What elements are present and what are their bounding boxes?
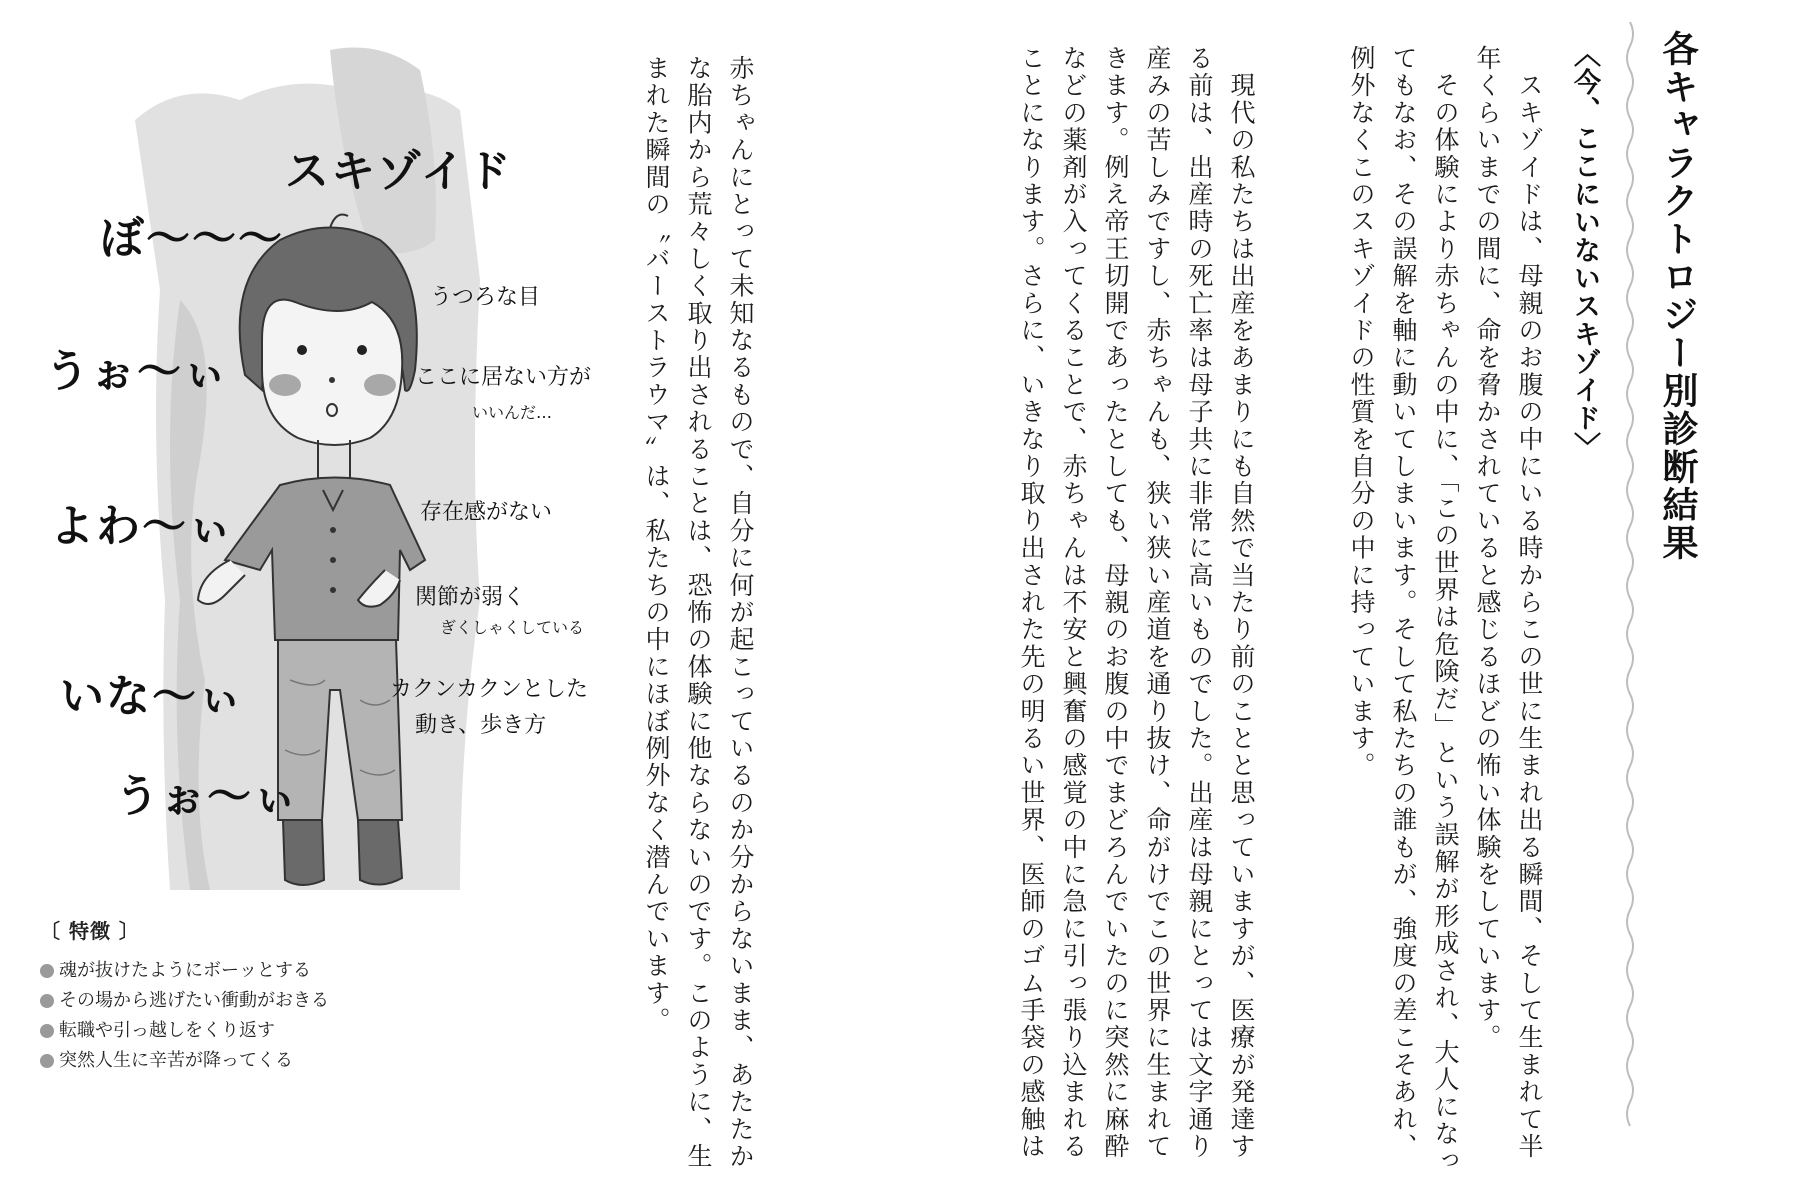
list-item [40, 956, 460, 986]
note-better-not-here-2: いいんだ… [472, 403, 553, 422]
section-subheading: 〈今、ここにいないスキゾイド〉 [1569, 40, 1600, 460]
bullet-icon [40, 1024, 54, 1038]
note-jerky-motion: カクンカクンとした [390, 677, 589, 702]
list-item [40, 1046, 460, 1076]
bullet-icon [40, 994, 54, 1008]
body-paragraph-intro: スキゾイドは、母親のお腹の中にいる時からこの世に生まれ出る瞬間、そして生まれて半 年くらいまでの間に、命を脅かされていると感じるほどの怖い体験をしています。 その体験により赤ちゃんの中に、「この世界は危険だ」という誤解が形成され、大人になっ てもなお、その誤解を軸に動いてしまいます。そして私たちの誰もが、強度の差こそあれ、 例外なくこのスキゾイドの性質を自分の中に持っています。 [1347, 45, 1544, 1175]
character-name-label: スキゾイド [285, 146, 513, 197]
wavy-divider [1622, 22, 1638, 1132]
left-label-yowai: よわ〜ぃ [50, 501, 234, 552]
note-awkward: ぎくしゃくしている [440, 618, 585, 637]
feature-text: 転職や引っ越しをくり返す [59, 1020, 275, 1041]
note-empty-eyes: うつろな目 [430, 285, 541, 310]
note-no-presence: 存在感がない [420, 500, 553, 525]
left-label-inai: いな〜ぃ [60, 671, 244, 722]
illustration-panel [40, 40, 610, 900]
feature-text: 魂が抜けたようにボーッとする [59, 960, 311, 981]
note-better-not-here: ここに居ない方が [415, 365, 592, 390]
left-label-uo-1: うぉ〜ぃ [45, 346, 229, 397]
note-walking-style: 動き、歩き方 [415, 713, 547, 738]
feature-text: その場から逃げたい衝動がおきる [59, 990, 329, 1011]
list-item [40, 986, 460, 1016]
bullet-icon [40, 964, 54, 978]
body-paragraph-birth: 現代の私たちは出産をあまりにも自然で当たり前のことと思っていますが、医療が発達す る前は、出産時の死亡率は母子共に非常に高いものでした。出産は母親にとっては文字通り 産みの苦しみですし、赤ちゃんも、狭い狭い産道を通り抜け、命がけでこの世界に生まれて きます。例え帝王切開であったとしても、母親のお腹の中でまどろんでいたのに突然に麻酔 などの薬剤が入ってくることで、赤ちゃんは不安と興奮の感覚の中に急に引っ張り込まれる ことになります。さらに、いきなり取り出された先の明るい世界、医師のゴム手袋の感触は [1017, 45, 1256, 1161]
page-title: 各キャラクトロジー別診断結果 [1657, 30, 1698, 562]
note-weak-joints: 関節が弱く [415, 585, 526, 610]
bullet-icon [40, 1054, 54, 1068]
body-paragraph-trauma: 赤ちゃんにとって未知なるもので、自分に何が起こっているのか分からないまま、あたたか な胎内から荒々しく取り出されることは、恐怖の体験に他ならないのです。このように、生 まれた瞬間の〝バーストラウマ〟は、私たちの中にほぼ例外なく潜んでいます。 [642, 55, 755, 1171]
feature-text: 突然人生に辛苦が降ってくる [59, 1050, 293, 1071]
features-box [40, 915, 460, 1076]
list-item [40, 1016, 460, 1046]
left-label-bo: ぼ〜〜〜 [100, 213, 284, 264]
left-label-uo-2: うぉ〜ぃ [115, 771, 299, 822]
features-heading: 〔 特徴 〕 [40, 919, 140, 943]
features-list [40, 956, 460, 1076]
